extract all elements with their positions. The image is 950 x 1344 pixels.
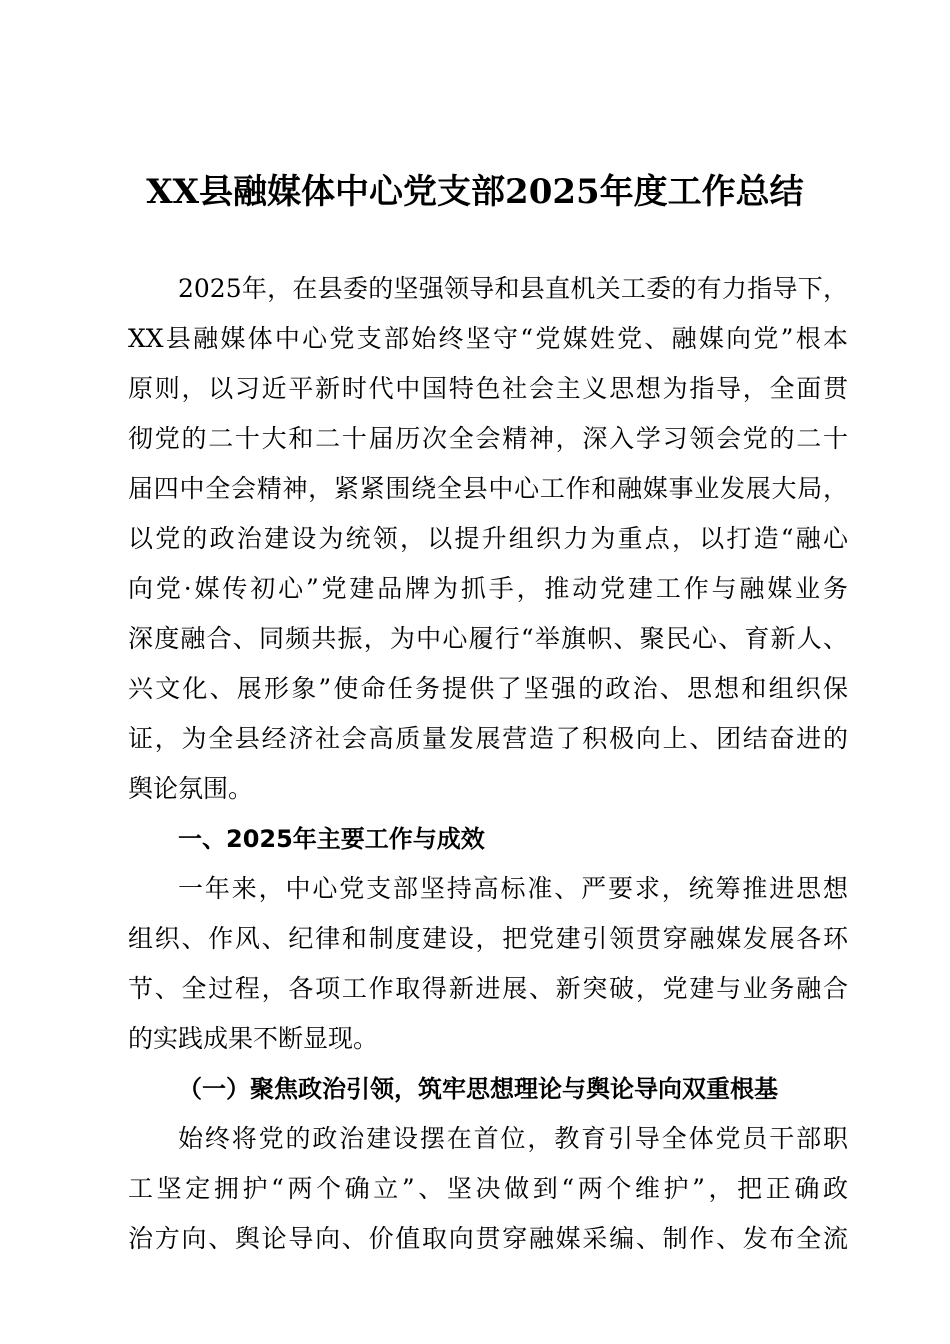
- section-heading-2: （一）聚焦政治引领，筑牢思想理论与舆论导向双重根基: [178, 1074, 778, 1103]
- paragraph-line: 节、全过程，各项工作取得新进展、新突破，党建与业务融合: [128, 974, 848, 1003]
- section-heading-1: 一、2025年主要工作与成效: [178, 825, 485, 853]
- paragraph-line: 舆论氛围。: [128, 774, 254, 803]
- paragraph-line: 一年来，中心党支部坚持高标准、严要求，统筹推进思想: [178, 874, 848, 903]
- paragraph-line: 2025年，在县委的坚强领导和县直机关工委的有力指导下，: [178, 274, 848, 303]
- document-title: XX县融媒体中心党支部2025年度工作总结: [146, 172, 804, 212]
- paragraph-line: XX县融媒体中心党支部始终坚守“党媒姓党、融媒向党”根本: [128, 324, 848, 353]
- paragraph-line: 彻党的二十大和二十届历次全会精神，深入学习领会党的二十: [128, 424, 848, 453]
- paragraph-line: 证，为全县经济社会高质量发展营造了积极向上、团结奋进的: [128, 724, 848, 753]
- paragraph-line: 工坚定拥护“两个确立”、坚决做到“两个维护”，把正确政: [128, 1174, 848, 1203]
- paragraph-line: 兴文化、展形象”使命任务提供了坚强的政治、思想和组织保: [128, 674, 848, 703]
- paragraph-line: 深度融合、同频共振，为中心履行“举旗帜、聚民心、育新人、: [128, 624, 848, 653]
- document-body: [128, 264, 848, 1264]
- paragraph-line: 治方向、舆论导向、价值取向贯穿融媒采编、制作、发布全流: [128, 1224, 848, 1253]
- paragraph-line: 的实践成果不断显现。: [128, 1024, 379, 1053]
- paragraph-line: 向党·媒传初心”党建品牌为抓手，推动党建工作与融媒业务: [128, 574, 848, 603]
- paragraph-line: 原则，以习近平新时代中国特色社会主义思想为指导，全面贯: [128, 374, 848, 403]
- paragraph-line: 组织、作风、纪律和制度建设，把党建引领贯穿融媒发展各环: [128, 924, 848, 953]
- paragraph-line: 以党的政治建设为统领，以提升组织力为重点，以打造“融心: [128, 524, 848, 553]
- paragraph-line: 始终将党的政治建设摆在首位，教育引导全体党员干部职: [178, 1124, 848, 1153]
- paragraph-line: 届四中全会精神，紧紧围绕全县中心工作和融媒事业发展大局，: [128, 474, 848, 503]
